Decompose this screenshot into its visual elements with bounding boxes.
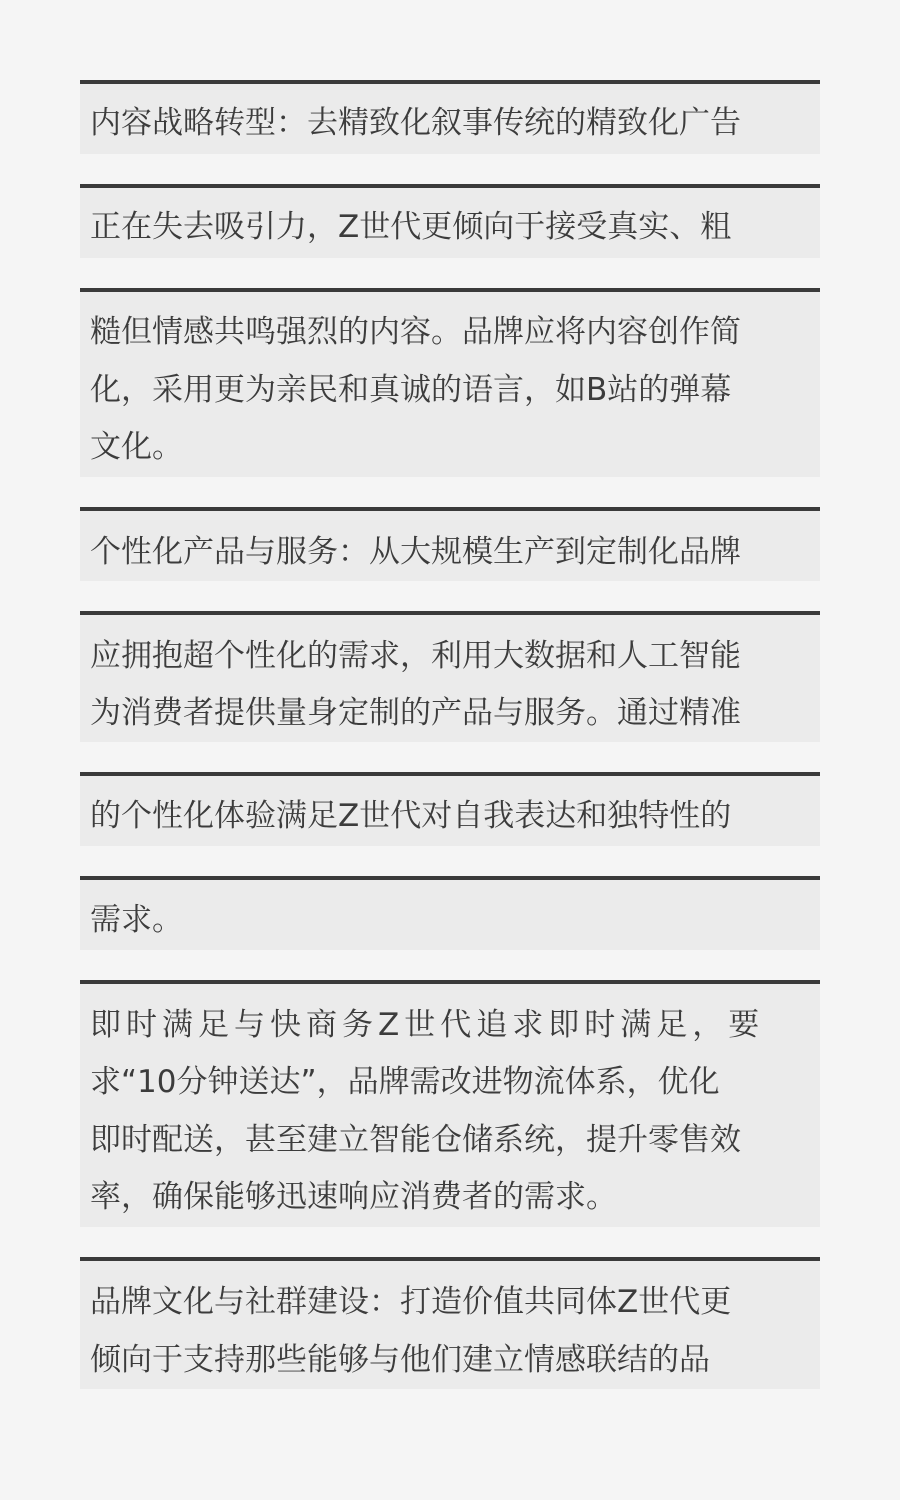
text-line: 文化。 <box>90 429 183 465</box>
text-line: 内容战略转型：去精致化叙事传统的精致化广告 <box>90 105 741 141</box>
text-block <box>80 80 820 154</box>
text-line: 应拥抱超个性化的需求，利用大数据和人工智能 <box>90 638 741 674</box>
text-line: 即时满足与快商务Z世代追求即时满足，要 <box>90 1007 765 1043</box>
text-line: 倾向于支持那些能够与他们建立情感联结的品 <box>90 1342 710 1378</box>
text-block <box>80 980 820 1227</box>
text-line: 求“10分钟送达”，品牌需改进物流体系，优化 <box>90 1064 720 1100</box>
text-block <box>80 1257 820 1389</box>
text-block <box>80 611 820 742</box>
text-line: 个性化产品与服务：从大规模生产到定制化品牌 <box>90 534 741 570</box>
text-line: 品牌文化与社群建设：打造价值共同体Z世代更 <box>90 1284 732 1320</box>
text-block <box>80 876 820 950</box>
text-block <box>80 288 820 477</box>
text-line: 的个性化体验满足Z世代对自我表达和独特性的 <box>90 798 732 834</box>
text-line: 糙但情感共鸣强烈的内容。品牌应将内容创作简 <box>90 314 741 350</box>
text-line: 即时配送，甚至建立智能仓储系统，提升零售效 <box>90 1122 741 1158</box>
text-line: 率，确保能够迅速响应消费者的需求。 <box>90 1179 617 1215</box>
text-line: 化，采用更为亲民和真诚的语言，如B站的弹幕 <box>90 372 732 408</box>
text-line: 需求。 <box>90 902 183 938</box>
text-line: 正在失去吸引力，Z世代更倾向于接受真实、粗 <box>90 209 732 245</box>
text-block <box>80 184 820 258</box>
text-block <box>80 507 820 581</box>
text-block <box>80 772 820 846</box>
text-line: 为消费者提供量身定制的产品与服务。通过精准 <box>90 695 741 731</box>
